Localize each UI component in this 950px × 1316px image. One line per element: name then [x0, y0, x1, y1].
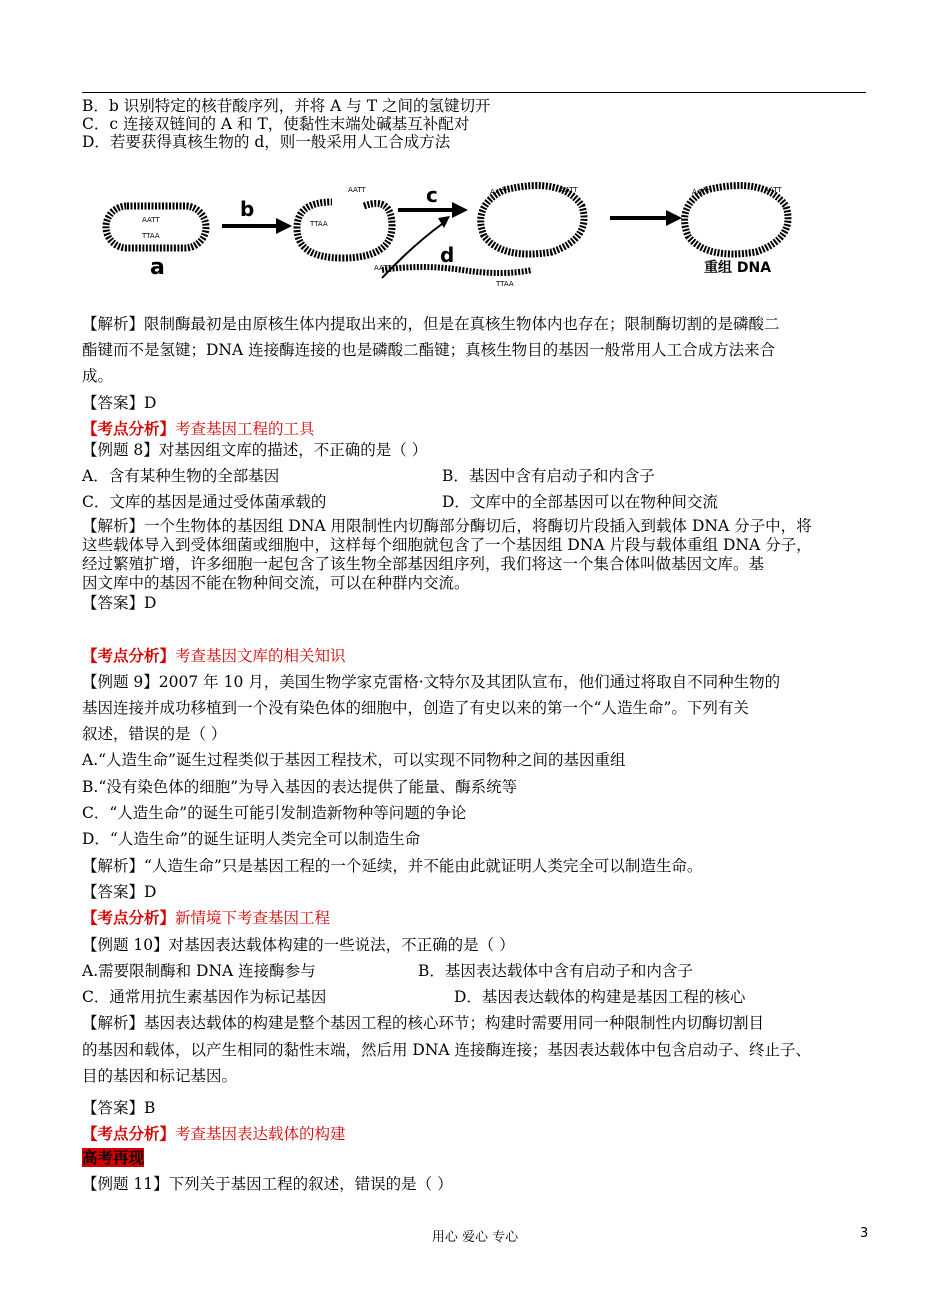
- q9-option-a: A.“人造生命”诞生过程类似于基因工程技术，可以实现不同物种之间的基因重组: [82, 751, 626, 769]
- q10-answer: 【答案】B: [82, 1099, 156, 1117]
- q9-option-d: D．“人造生命”的诞生证明人类完全可以制造生命: [82, 830, 421, 848]
- footer-text: 用心 爱心 专心: [431, 1230, 519, 1245]
- seq-ttaa-d: TTAA: [496, 280, 514, 288]
- q9-kaodian: 【考点分析】新情境下考查基因工程: [82, 908, 331, 927]
- q7-kaodian: 【考点分析】考查基因工程的工具: [82, 419, 315, 438]
- q10-analysis-line-2: 的基因和载体，以产生相同的黏性末端，然后用 DNA 连接酶连接；基因表达载体中包含启动子、终止子、: [82, 1041, 812, 1059]
- seq-aatt-a: AATT: [142, 216, 160, 224]
- q8-analysis-line-3: 经过繁殖扩增，许多细胞一起包含了该生物全部基因组序列，我们将这一个集合体叫做基因文库。基: [82, 555, 765, 573]
- q7-analysis-line-2: 酯键而不是氢键；DNA 连接酶连接的也是磷酸二酯键；真核生物目的基因一般常用人工合成方法来合: [82, 341, 776, 359]
- option-d-prev: D．若要获得真核生物的 d，则一般采用人工合成方法: [82, 133, 451, 151]
- label-d: d: [440, 243, 455, 267]
- q9-answer: 【答案】D: [82, 883, 157, 901]
- q8-analysis-line-1: 【解析】一个生物体的基因组 DNA 用限制性内切酶部分酶切后，将酶切片段插入到载体 DNA 分子中，将: [82, 517, 812, 535]
- q7-analysis-line-3: 成。: [82, 367, 114, 385]
- q9-stem-line-1: 【例题 9】2007 年 10 月，美国生物学家克雷格·文特尔及其团队宣布，他们通过将取自不同种生物的: [82, 673, 781, 691]
- seq-aatt-cut: AATT: [348, 186, 366, 194]
- q8-option-c: C．文库的基因是通过受体菌承载的: [82, 493, 327, 511]
- seq-ttaa-cut: TTAA: [310, 220, 328, 228]
- q9-stem-line-3: 叙述，错误的是（ ）: [82, 725, 227, 743]
- gaokao-heading: 高考再现: [82, 1148, 145, 1167]
- option-c-prev: C．c 连接双链间的 A 和 T，使黏性末端处碱基互补配对: [82, 115, 470, 133]
- q8-kaodian: 【考点分析】考查基因文库的相关知识: [82, 646, 346, 665]
- q10-analysis-line-1: 【解析】基因表达载体的构建是整个基因工程的核心环节；构建时需要用同一种限制性内切酶切割目: [82, 1014, 765, 1032]
- q7-answer: 【答案】D: [82, 394, 157, 412]
- q8-option-d: D．文库中的全部基因可以在物种间交流: [442, 493, 718, 511]
- q8-answer: 【答案】D: [82, 594, 157, 612]
- q10-option-b: B．基因表达载体中含有启动子和内含子: [418, 962, 693, 980]
- q10-analysis-line-3: 目的基因和标记基因。: [82, 1067, 238, 1085]
- q8-analysis-line-2: 这些载体导入到受体细菌或细胞中，这样每个细胞就包含了一个基因组 DNA 片段与载体重组 DNA 分子，: [82, 536, 812, 554]
- q7-analysis-line-1: 【解析】限制酶最初是由原核生体内提取出来的，但是在真核生物体内也存在；限制酶切割的是磷酸二: [82, 315, 780, 333]
- seq-ttaa-a: TTAA: [142, 232, 160, 240]
- recombinant-label: 重组 DNA: [704, 260, 772, 276]
- q9-stem-line-2: 基因连接并成功移植到一个没有染色体的细胞中，创造了有史以来的第一个“人造生命”。下列有关: [82, 699, 749, 717]
- q9-option-c: C．“人造生命”的诞生可能引发制造新物种等问题的争论: [82, 804, 467, 822]
- seq-aatt-c1: AATT: [490, 188, 508, 196]
- q10-option-d: D．基因表达载体的构建是基因工程的核心: [454, 988, 746, 1006]
- q8-stem: 【例题 8】对基因组文库的描述，不正确的是（ ）: [82, 441, 428, 459]
- q10-option-c: C．通常用抗生素基因作为标记基因: [82, 988, 327, 1006]
- header-rule: [82, 92, 866, 93]
- q8-analysis-line-4: 因文库中的基因不能在物种间交流，可以在种群内交流。: [82, 574, 470, 592]
- label-b: b: [240, 197, 255, 221]
- page-number: 3: [860, 1226, 869, 1241]
- q10-stem: 【例题 10】对基因表达载体构建的一些说法，不正确的是（ ）: [82, 936, 515, 954]
- seq-aatt-r1: AATT: [692, 188, 710, 196]
- q11-stem: 【例题 11】下列关于基因工程的叙述，错误的是（ ）: [82, 1175, 453, 1193]
- label-c: c: [426, 183, 438, 207]
- q10-option-a: A.需要限制酶和 DNA 连接酶参与: [82, 962, 316, 980]
- seq-aatt-c2: AATT: [560, 186, 578, 194]
- label-a: a: [150, 255, 165, 280]
- q9-option-b: B.“没有染色体的细胞”为导入基因的表达提供了能量、酶系统等: [82, 778, 518, 796]
- q8-option-b: B．基因中含有启动子和内含子: [442, 467, 655, 485]
- q9-analysis: 【解析】“人造生命”只是基因工程的一个延续，并不能由此就证明人类完全可以制造生命。: [82, 857, 703, 875]
- seq-aatt-r2: AATT: [764, 186, 782, 194]
- recombinant-dna-diagram: [92, 166, 832, 306]
- q10-kaodian: 【考点分析】考查基因表达载体的构建: [82, 1124, 346, 1143]
- seq-aatt-d: AATT: [374, 264, 392, 272]
- q8-option-a: A．含有某种生物的全部基因: [82, 467, 280, 485]
- option-b-prev: B．b 识别特定的核苷酸序列，并将 A 与 T 之间的氢键切开: [82, 97, 491, 115]
